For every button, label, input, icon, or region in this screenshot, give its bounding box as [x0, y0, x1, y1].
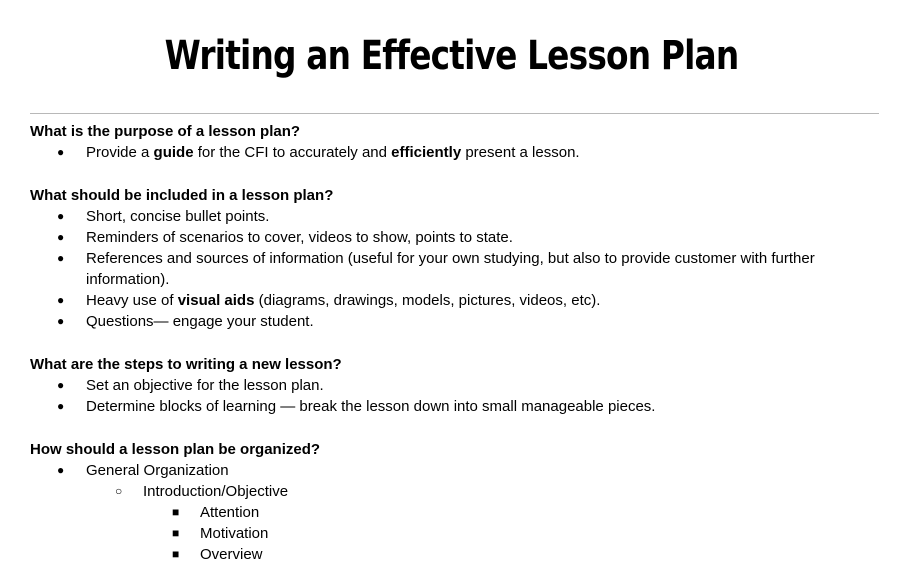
list-item-text: Reminders of scenarios to cover, videos to show, points to state. [86, 229, 513, 246]
bullet-disc-icon: ● [57, 378, 65, 392]
bold-text: guide [153, 144, 194, 161]
list-item [30, 227, 870, 248]
section-steps [30, 354, 870, 417]
bold-text: efficiently [391, 144, 462, 161]
sub-sub-list-item [30, 502, 870, 523]
bullet-disc-icon: ● [57, 293, 65, 307]
section-heading: What is the purpose of a lesson plan? [30, 123, 301, 140]
bullet-square-icon: ■ [172, 547, 180, 561]
bullet-square-icon: ■ [172, 505, 180, 519]
list-item [30, 396, 870, 417]
bullet-disc-icon: ● [57, 463, 65, 477]
bullet-circle-icon: ○ [115, 484, 123, 498]
bullet-disc-icon: ● [57, 399, 65, 413]
list-item [30, 290, 870, 311]
list-item [30, 206, 870, 227]
section-included [30, 185, 870, 332]
list-item-text: Motivation [200, 525, 269, 542]
bullet-list [30, 375, 870, 417]
bullet-list [30, 206, 870, 332]
list-item-text: Determine blocks of learning — break the lesson down into small manageable pieces. [86, 398, 656, 415]
list-item-text: References and sources of information (useful for your own studying, but also to provide customer with further information). [86, 250, 815, 288]
bullet-disc-icon: ● [57, 145, 65, 159]
list-item-text: Attention [200, 504, 260, 521]
list-item-text: General Organization [86, 462, 229, 479]
list-item-text: Overview [200, 546, 263, 563]
list-item-text: Introduction/Objective [143, 483, 289, 500]
bullet-disc-icon: ● [57, 251, 65, 265]
section-heading: What should be included in a lesson plan? [30, 187, 334, 204]
sub-sub-list-item [30, 523, 870, 544]
list-item-text: Short, concise bullet points. [86, 208, 270, 225]
page-title: Writing an Effective Lesson Plan [164, 33, 739, 79]
list-item [30, 460, 870, 481]
section-organization [30, 439, 870, 565]
text-run: for the CFI to accurately and [193, 144, 392, 161]
list-item [30, 311, 870, 332]
bold-text: visual aids [177, 292, 255, 309]
section-heading: How should a lesson plan be organized? [30, 441, 321, 458]
list-item [30, 248, 870, 290]
text-run: Heavy use of [86, 292, 178, 309]
sub-list-item [30, 481, 870, 502]
text-run: (diagrams, drawings, models, pictures, videos, etc). [254, 292, 601, 309]
bullet-disc-icon: ● [57, 230, 65, 244]
section-purpose [30, 121, 870, 163]
document-body [30, 121, 870, 565]
text-run: present a lesson. [461, 144, 580, 161]
bullet-list [30, 142, 870, 163]
horizontal-divider [30, 113, 879, 114]
section-heading: What are the steps to writing a new lesson? [30, 356, 342, 373]
bullet-list [30, 460, 870, 565]
bullet-disc-icon: ● [57, 314, 65, 328]
list-item-text: Questions— engage your student. [86, 313, 314, 330]
list-item [30, 375, 870, 396]
list-item-text: Set an objective for the lesson plan. [86, 377, 324, 394]
text-run: Provide a [86, 144, 154, 161]
bullet-square-icon: ■ [172, 526, 180, 540]
list-item [30, 142, 870, 163]
sub-sub-list-item [30, 544, 870, 565]
bullet-disc-icon: ● [57, 209, 65, 223]
